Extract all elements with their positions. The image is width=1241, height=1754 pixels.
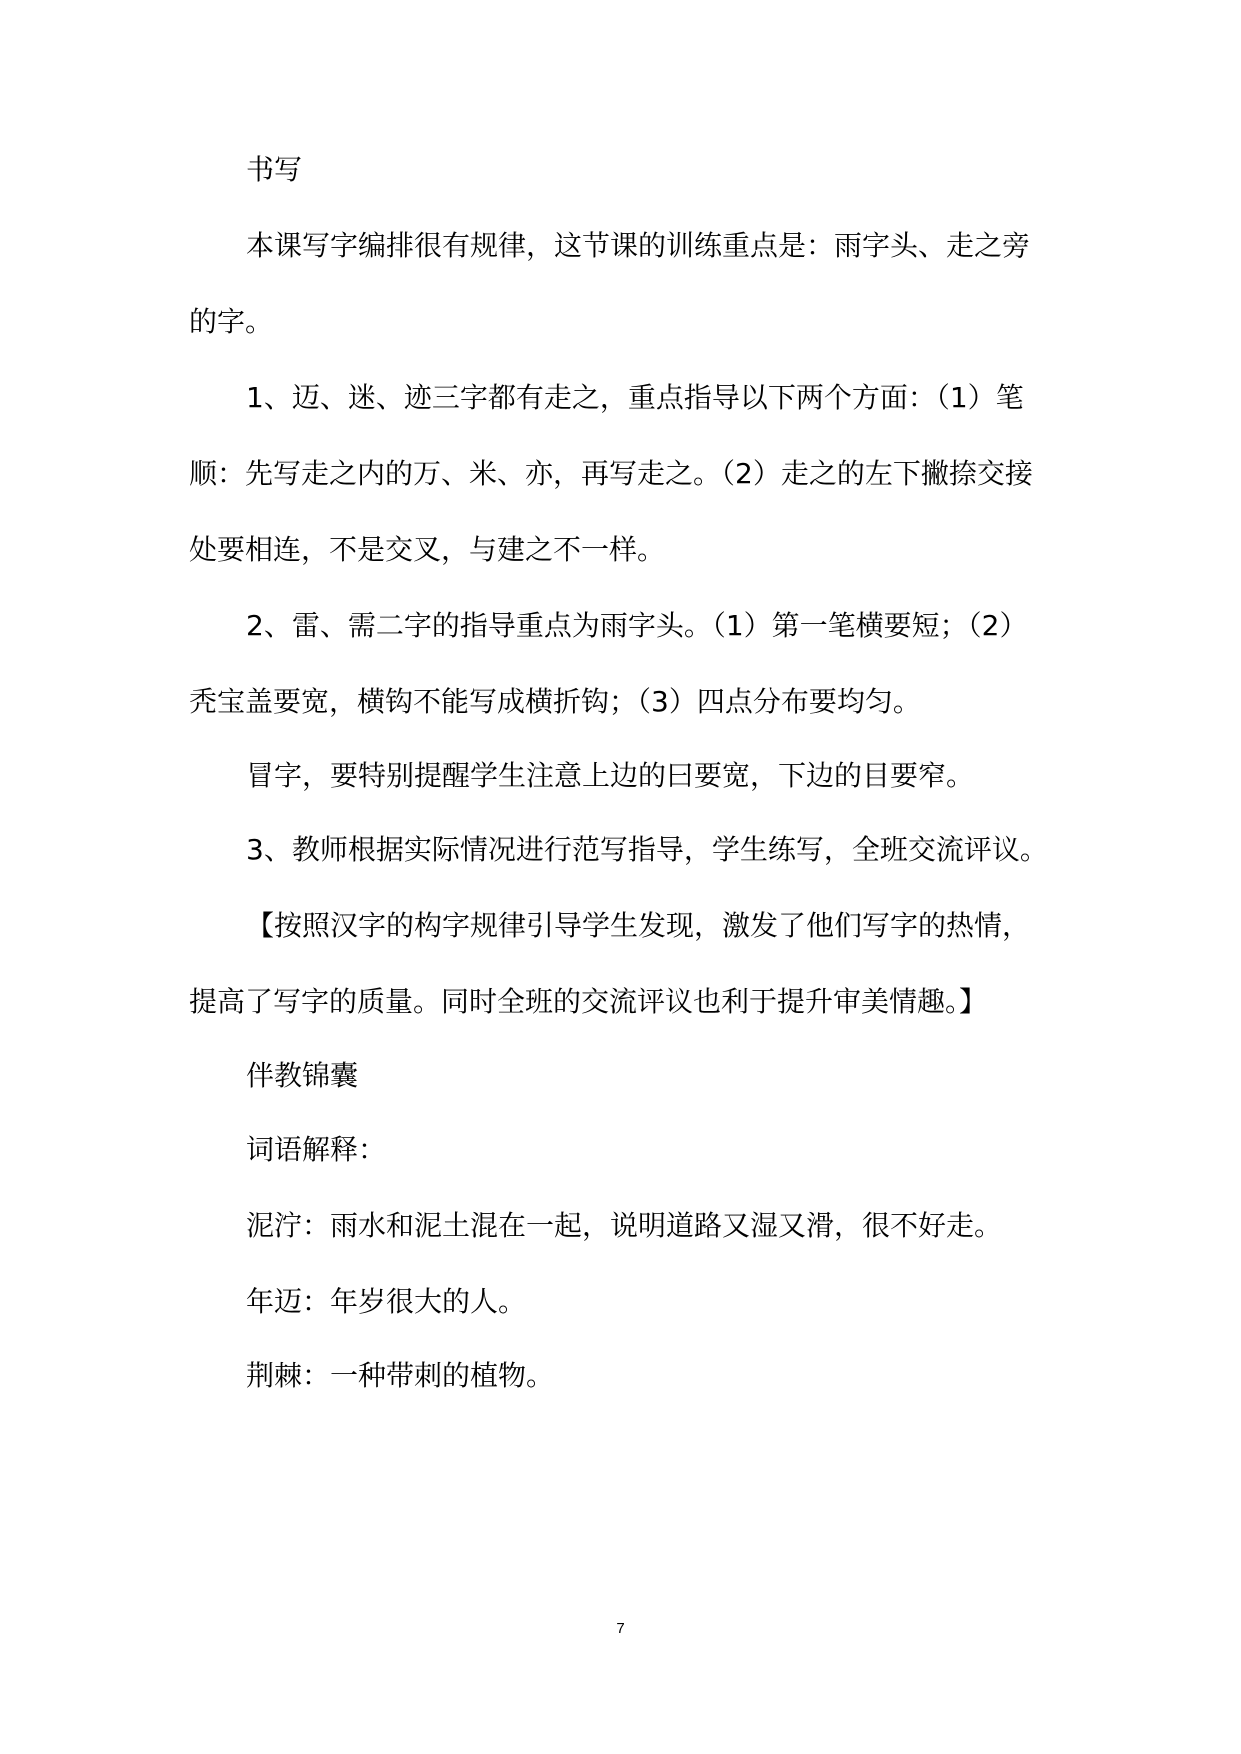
commentary-line: 提高了写字的质量。同时全班的交流评议也利于提升审美情趣。】 xyxy=(189,985,988,1018)
section-heading-writing: 书写 xyxy=(246,153,303,186)
paragraph-line: 3、教师根据实际情况进行范写指导，学生练写，全班交流评议。 xyxy=(246,833,1048,866)
paragraph-line: 1、迈、迷、迹三字都有走之，重点指导以下两个方面：（1）笔 xyxy=(246,381,1024,414)
definition-line: 年迈：年岁很大的人。 xyxy=(246,1285,527,1318)
paragraph-line: 顺：先写走之内的万、米、亦，再写走之。（2）走之的左下撇捺交接 xyxy=(189,457,1033,490)
paragraph-line: 2、雷、需二字的指导重点为雨字头。（1）第一笔横要短；（2） xyxy=(246,609,1028,642)
paragraph-line: 的字。 xyxy=(189,305,274,338)
subheading-word-explanation: 词语解释： xyxy=(246,1133,387,1166)
definition-line: 泥泞：雨水和泥土混在一起，说明道路又湿又滑，很不好走。 xyxy=(246,1209,1003,1242)
paragraph-line: 秃宝盖要宽，横钩不能写成横折钩；（3）四点分布要均匀。 xyxy=(189,685,921,718)
page-number: 7 xyxy=(616,1620,625,1637)
paragraph-line: 处要相连，不是交叉，与建之不一样。 xyxy=(189,533,666,566)
definition-line: 荆棘：一种带刺的植物。 xyxy=(246,1359,555,1392)
paragraph-line: 冒字，要特别提醒学生注意上边的曰要宽，下边的目要窄。 xyxy=(246,759,975,792)
commentary-line: 【按照汉字的构字规律引导学生发现，激发了他们写字的热情， xyxy=(246,909,1031,942)
paragraph-line: 本课写字编排很有规律，这节课的训练重点是：雨字头、走之旁 xyxy=(246,229,1031,262)
section-heading-teaching-tips: 伴教锦囊 xyxy=(246,1059,359,1092)
